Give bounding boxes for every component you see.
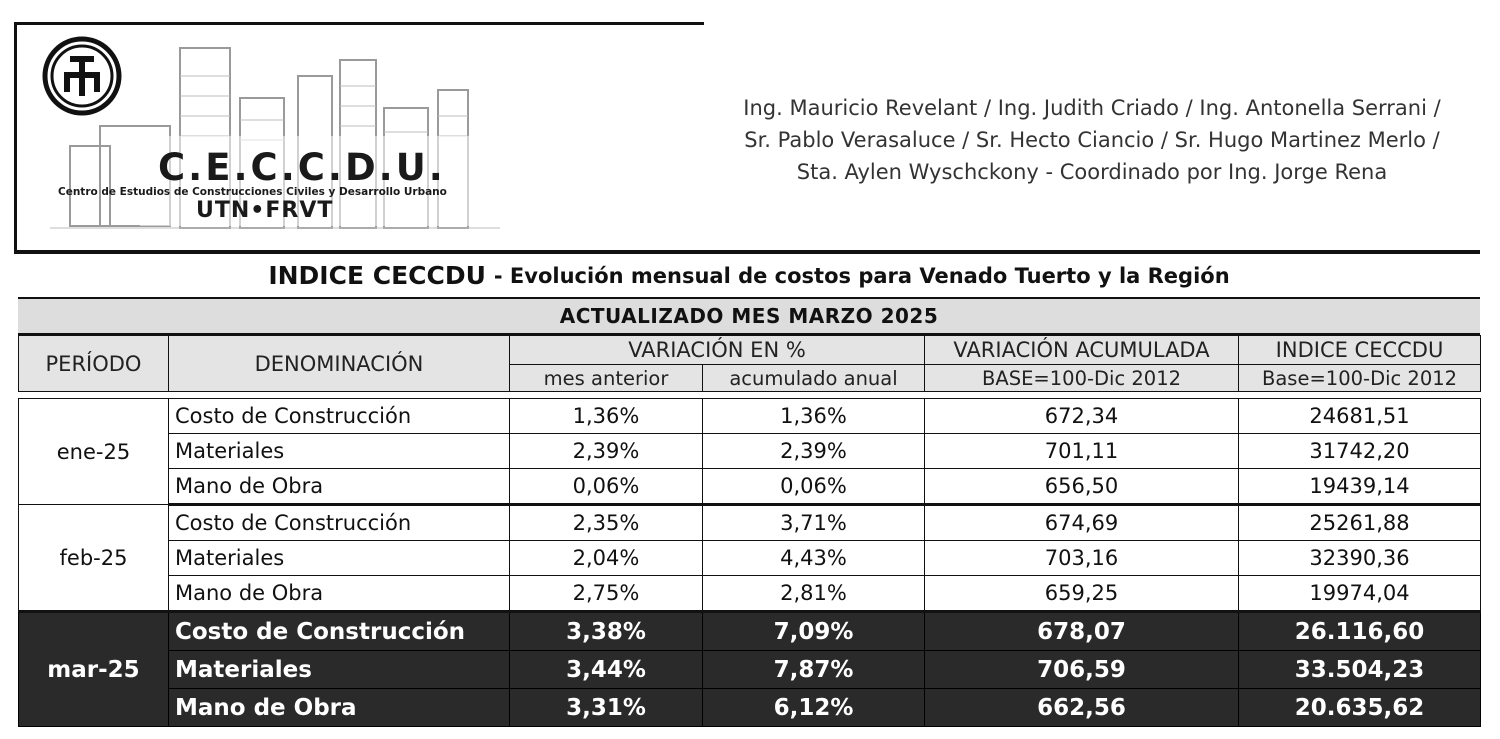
item-name: Costo de Construcción: [169, 505, 510, 541]
variacion-acumulada-value: 662,56: [925, 689, 1239, 727]
indice-value: 31742,20: [1239, 434, 1481, 469]
credits-line-3: Sta. Aylen Wyschckony - Coordinado por Ing. Jorge Rena: [796, 160, 1388, 184]
acumulado-anual-value: 7,09%: [703, 612, 925, 651]
indice-value: 26.116,60: [1239, 612, 1481, 651]
mes-anterior-value: 2,04%: [510, 541, 703, 576]
item-name: Mano de Obra: [169, 576, 510, 612]
logo-title: C.E.C.C.D.U.: [158, 146, 446, 189]
table-row: [19, 689, 1481, 727]
variacion-acumulada-value: 703,16: [925, 541, 1239, 576]
header-variacion-acumulada: VARIACIÓN ACUMULADA: [925, 336, 1239, 365]
header-indice: INDICE CECCDU: [1239, 336, 1481, 365]
table-row: [19, 399, 1481, 434]
acumulado-anual-value: 3,71%: [703, 505, 925, 541]
acumulado-anual-value: 2,39%: [703, 434, 925, 469]
header-variacion: VARIACIÓN EN %: [510, 336, 925, 365]
indice-value: 20.635,62: [1239, 689, 1481, 727]
variacion-acumulada-value: 659,25: [925, 576, 1239, 612]
table-title-sub: - Evolución mensual de costos para Venado Tuerto y la Región: [493, 263, 1230, 288]
header-spacer: [19, 392, 1481, 399]
credits-line-2: Sr. Pablo Verasaluce / Sr. Hecto Ciancio / Sr. Hugo Martinez Merlo /: [744, 128, 1440, 152]
updated-label: ACTUALIZADO MES MARZO 2025: [18, 297, 1480, 335]
table-row: [19, 651, 1481, 689]
indice-value: 32390,36: [1239, 541, 1481, 576]
header-acumulado-anual: acumulado anual: [703, 365, 925, 392]
mes-anterior-value: 2,75%: [510, 576, 703, 612]
authors-credits: [705, 92, 1479, 188]
period-cell: feb-25: [19, 505, 169, 612]
mes-anterior-value: 1,36%: [510, 399, 703, 434]
item-name: Materiales: [169, 434, 510, 469]
variacion-acumulada-value: 672,34: [925, 399, 1239, 434]
cost-index-table: [18, 335, 1481, 727]
mes-anterior-value: 0,06%: [510, 469, 703, 505]
table-row: [19, 576, 1481, 612]
indice-value: 19974,04: [1239, 576, 1481, 612]
item-name: Costo de Construcción: [169, 612, 510, 651]
header-base-indice: Base=100-Dic 2012: [1239, 365, 1481, 392]
table-title-block: [18, 254, 1480, 335]
acumulado-anual-value: 2,81%: [703, 576, 925, 612]
item-name: Materiales: [169, 651, 510, 689]
period-cell: ene-25: [19, 399, 169, 505]
variacion-acumulada-value: 674,69: [925, 505, 1239, 541]
header-base-acumulada: BASE=100-Dic 2012: [925, 365, 1239, 392]
item-name: Mano de Obra: [169, 469, 510, 505]
variacion-acumulada-value: 678,07: [925, 612, 1239, 651]
left-border: [14, 22, 17, 254]
indice-value: 33.504,23: [1239, 651, 1481, 689]
table-title: [18, 254, 1480, 297]
item-name: Materiales: [169, 541, 510, 576]
mes-anterior-value: 3,38%: [510, 612, 703, 651]
table-row: [19, 469, 1481, 505]
header-periodo: PERÍODO: [19, 336, 169, 392]
table-title-main: INDICE CECCDU: [268, 261, 486, 290]
header-denominacion: DENOMINACIÓN: [169, 336, 510, 392]
credits-line-1: Ing. Mauricio Revelant / Ing. Judith Criado / Ing. Antonella Serrani /: [743, 96, 1441, 120]
top-border: [14, 22, 704, 25]
mes-anterior-value: 2,39%: [510, 434, 703, 469]
table-row: [19, 505, 1481, 541]
logo-subtitle: Centro de Estudios de Construcciones Civiles y Desarrollo Urbano: [58, 186, 447, 198]
mes-anterior-value: 3,44%: [510, 651, 703, 689]
logo-institution: UTN•FRVT: [196, 198, 334, 223]
acumulado-anual-value: 4,43%: [703, 541, 925, 576]
acumulado-anual-value: 7,87%: [703, 651, 925, 689]
item-name: Costo de Construcción: [169, 399, 510, 434]
table-row: [19, 434, 1481, 469]
table-row: [19, 612, 1481, 651]
indice-value: 25261,88: [1239, 505, 1481, 541]
mes-anterior-value: 3,31%: [510, 689, 703, 727]
acumulado-anual-value: 0,06%: [703, 469, 925, 505]
ceccdu-logo: [40, 36, 510, 236]
mes-anterior-value: 2,35%: [510, 505, 703, 541]
indice-value: 19439,14: [1239, 469, 1481, 505]
variacion-acumulada-value: 656,50: [925, 469, 1239, 505]
header-mes-anterior: mes anterior: [510, 365, 703, 392]
indice-value: 24681,51: [1239, 399, 1481, 434]
period-cell: mar-25: [19, 612, 169, 727]
item-name: Mano de Obra: [169, 689, 510, 727]
table-row: [19, 541, 1481, 576]
acumulado-anual-value: 6,12%: [703, 689, 925, 727]
acumulado-anual-value: 1,36%: [703, 399, 925, 434]
variacion-acumulada-value: 706,59: [925, 651, 1239, 689]
variacion-acumulada-value: 701,11: [925, 434, 1239, 469]
